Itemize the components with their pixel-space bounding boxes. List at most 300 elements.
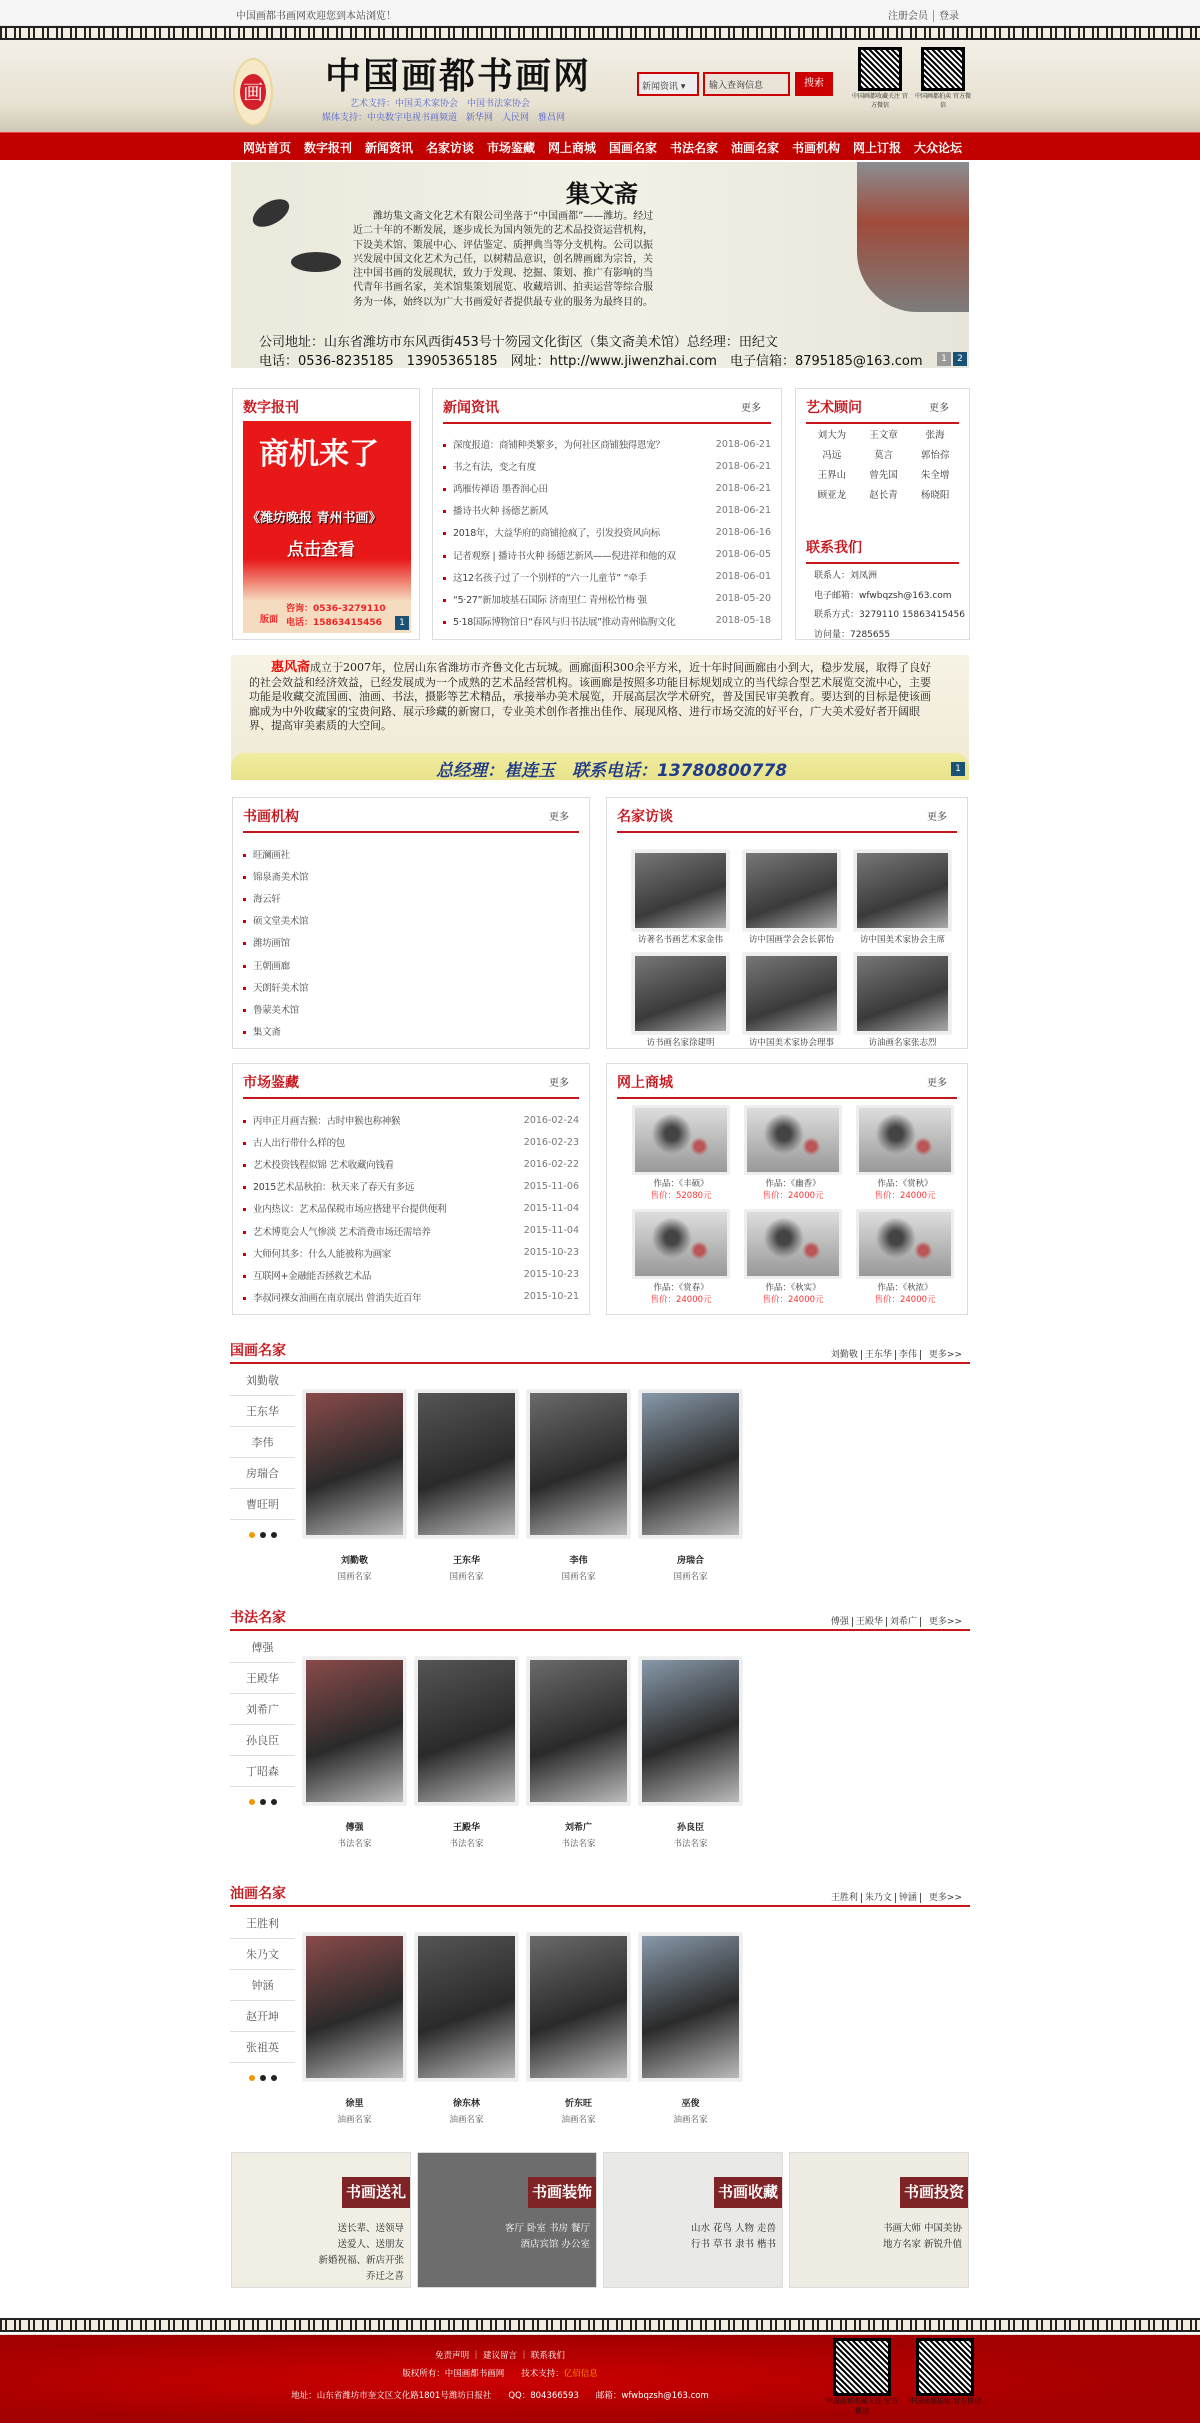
qr-caption: 中国画都拍卖 官方微信 [915, 93, 971, 109]
section-rule [230, 1905, 970, 1907]
side-name[interactable]: 曹旺明 [230, 1489, 295, 1520]
item-title[interactable]: “5·27”新加坡基石国际 济南里仁 青州松竹梅 强 [443, 592, 647, 606]
quick-link[interactable]: 王殿华 [855, 1617, 883, 1627]
side-name-list [230, 1908, 295, 2081]
advisor-name[interactable]: 曾先国 [869, 470, 898, 481]
qr-code-icon [858, 47, 902, 91]
artist-card[interactable] [527, 1657, 630, 1849]
copyright-text: 版权所有：中国画都书画网 [402, 2369, 505, 2379]
main-nav [0, 132, 1200, 160]
qr-block-1 [850, 47, 910, 109]
panel-title: 书画机构 [243, 809, 299, 825]
banner-title: 集文斋 [566, 179, 638, 208]
side-name[interactable]: 刘希广 [230, 1694, 295, 1725]
artist-category: 国画名家 [449, 1572, 484, 1582]
panel-title: 数字报刊 [243, 400, 299, 416]
artist-name[interactable]: 李伟 [569, 1556, 588, 1566]
product-item[interactable] [856, 1209, 954, 1306]
more-link[interactable]: 更多>> [928, 1617, 962, 1627]
artist-card[interactable] [303, 1657, 406, 1849]
item-title[interactable]: 古人出行带什么样的包 [243, 1135, 345, 1149]
ad-line: 地方名家 新锐升值 [882, 2239, 962, 2250]
product-item[interactable] [632, 1209, 730, 1306]
list-item[interactable] [443, 610, 771, 632]
divider [920, 1893, 921, 1903]
quick-link[interactable]: 刘希广 [889, 1617, 917, 1627]
list-item[interactable] [243, 1242, 579, 1264]
nav-item[interactable]: 市场鉴藏 [487, 141, 536, 155]
ad-side-label: 版面 [260, 615, 279, 625]
list-item[interactable] [443, 499, 771, 521]
login-link[interactable]: 登录 [939, 11, 959, 22]
nav-item[interactable]: 名家访谈 [426, 141, 475, 155]
artist-category: 油画名家 [337, 2115, 372, 2125]
carousel-dot[interactable] [260, 2075, 266, 2081]
nav-item[interactable]: 大众论坛 [914, 141, 963, 155]
ad-line: 乔迁之喜 [365, 2271, 404, 2282]
artist-card[interactable] [415, 1657, 518, 1849]
artist-photo[interactable] [639, 1390, 742, 1538]
side-name[interactable]: 张祖英 [230, 2032, 295, 2063]
side-name[interactable]: 傅强 [230, 1632, 295, 1663]
product-title[interactable]: 作品：《秋浓》 [877, 1283, 933, 1293]
interview-caption[interactable]: 访油画名家张志烈 [868, 1038, 937, 1048]
product-item[interactable] [632, 1105, 730, 1202]
section-quick-links [831, 1614, 962, 1627]
advisor-name[interactable]: 朱全增 [920, 470, 950, 481]
jiwenzhai-banner[interactable] [231, 162, 969, 368]
advisor-name[interactable]: 王文章 [869, 430, 898, 441]
institution-name[interactable]: 旺澜画社 [243, 847, 290, 861]
artist-category: 国画名家 [673, 1572, 708, 1582]
digital-newspaper-panel [232, 388, 420, 640]
artist-category: 书法名家 [337, 1839, 372, 1849]
side-name[interactable]: 赵开坤 [230, 2001, 295, 2032]
ad-line: 酒店宾馆 办公室 [520, 2239, 590, 2250]
ad-phone-2: 电话：15863415456 [286, 618, 382, 628]
artist-photo[interactable] [527, 1657, 630, 1805]
artist-name[interactable]: 徐东林 [452, 2099, 480, 2109]
artist-card[interactable] [415, 1390, 518, 1582]
item-title[interactable]: 艺术博览会人气惨淡 艺术消费市场还需培养 [243, 1224, 431, 1238]
item-date: 2015-10-21 [523, 1291, 579, 1303]
advisor-name[interactable]: 张海 [925, 430, 945, 441]
tech-link[interactable]: 亿佰信息 [563, 2369, 598, 2379]
more-link[interactable]: 更多 [549, 1078, 569, 1089]
product-image[interactable] [744, 1105, 842, 1175]
nav-item[interactable]: 新闻资讯 [365, 141, 414, 155]
qr-caption: 中国画都收藏关注 官方微信 [825, 2397, 899, 2415]
magpie-illustration [248, 193, 294, 232]
ad-lines [304, 2221, 404, 2285]
institution-name[interactable]: 锦泉斋美术馆 [243, 869, 308, 883]
nav-item[interactable]: 网上订报 [853, 141, 902, 155]
side-name[interactable]: 李伟 [230, 1427, 295, 1458]
interview-item[interactable] [854, 850, 951, 945]
nav-item[interactable]: 油画名家 [731, 141, 780, 155]
interview-item[interactable] [854, 953, 951, 1048]
list-item[interactable] [243, 976, 571, 998]
institution-name[interactable]: 天朗轩美术馆 [243, 980, 308, 994]
divider [861, 1893, 862, 1903]
divider [895, 1893, 896, 1903]
more-link[interactable]: 更多 [741, 403, 761, 414]
artist-photo[interactable] [639, 1933, 742, 2081]
institution-name[interactable]: 王朝画廊 [243, 958, 290, 972]
item-date: 2015-11-04 [523, 1225, 579, 1237]
carousel-dots [230, 1799, 295, 1805]
item-title[interactable]: 2015艺术品秋拍：秋天来了春天有多远 [243, 1179, 414, 1193]
artist-photo[interactable] [303, 1390, 406, 1538]
interview-item[interactable] [743, 953, 840, 1048]
institution-name[interactable]: 潍坊画馆 [243, 935, 290, 949]
nav-item[interactable]: 数字报刊 [304, 141, 353, 155]
artist-photo[interactable] [415, 1657, 518, 1805]
artist-photo[interactable] [527, 1933, 630, 2081]
artist-name[interactable]: 刘勤敬 [340, 1556, 368, 1566]
quick-link[interactable]: 朱乃文 [864, 1893, 892, 1903]
product-title[interactable]: 作品：《幽香》 [765, 1179, 821, 1189]
interview-item[interactable] [632, 953, 729, 1048]
welcome-text: 中国画都书画网欢迎您到本站浏览！ [236, 11, 396, 22]
footer [0, 2334, 1200, 2423]
carousel-dot[interactable] [271, 2075, 277, 2081]
quick-link[interactable]: 王东华 [864, 1350, 892, 1360]
service-ad[interactable] [603, 2152, 783, 2288]
artist-card[interactable] [303, 1390, 406, 1582]
side-name[interactable]: 钟涵 [230, 1970, 295, 2001]
nav-item[interactable]: 书画机构 [792, 141, 841, 155]
interview-photo[interactable] [743, 850, 840, 931]
list-item[interactable] [243, 1219, 579, 1241]
interview-item[interactable] [632, 850, 729, 945]
interview-photo[interactable] [632, 953, 729, 1034]
banner-page-2[interactable]: 2 [953, 352, 967, 366]
title-rule [806, 422, 959, 424]
disclaimer-link[interactable]: 免责声明 [435, 2351, 470, 2361]
artist-card[interactable] [527, 1933, 630, 2125]
interview-photo[interactable] [854, 850, 951, 931]
panel-title: 艺术顾问 [806, 400, 862, 416]
item-date: 2018-05-18 [715, 615, 771, 627]
newspaper-ad[interactable] [243, 421, 411, 633]
interview-photo[interactable] [743, 953, 840, 1034]
service-ad[interactable] [231, 2152, 411, 2288]
carousel-dot[interactable] [271, 1799, 277, 1805]
side-name[interactable]: 王东华 [230, 1396, 295, 1427]
advisor-name[interactable]: 王界山 [817, 470, 847, 481]
list-item[interactable] [443, 477, 771, 499]
more-link[interactable]: 更多>> [928, 1893, 962, 1903]
artist-photo[interactable] [303, 1933, 406, 2081]
divider [920, 1350, 921, 1360]
artist-card[interactable] [639, 1390, 742, 1582]
carousel-dot[interactable] [260, 1532, 266, 1538]
seal-glyph: 画 [240, 74, 266, 110]
list-item[interactable] [243, 1020, 571, 1042]
more-link[interactable]: 更多 [927, 1078, 947, 1089]
service-ad[interactable] [417, 2152, 597, 2288]
interview-caption[interactable]: 访中国美术家协会理事 [748, 1038, 834, 1048]
title-rule [617, 1097, 957, 1099]
institution-name[interactable]: 硕文堂美术馆 [243, 913, 308, 927]
list-item[interactable] [243, 909, 571, 931]
more-link[interactable]: 更多 [549, 812, 569, 823]
top-bar [0, 0, 1200, 26]
side-name[interactable]: 朱乃文 [230, 1939, 295, 1970]
divider [920, 1617, 921, 1627]
item-date: 2015-10-23 [523, 1247, 579, 1259]
more-link[interactable]: 更多 [929, 403, 949, 414]
footer-links: 免责声明 ｜ 建议留言 ｜ 联系我们 [435, 2351, 565, 2361]
list-item[interactable] [243, 1131, 579, 1153]
side-name[interactable]: 丁昭森 [230, 1756, 295, 1787]
ad-page-1[interactable]: 1 [395, 616, 409, 630]
advisor-name[interactable]: 郭怡孮 [920, 450, 950, 461]
artist-category: 油画名家 [673, 2115, 708, 2125]
item-title[interactable]: 书之有法，变之有度 [443, 459, 536, 473]
qr-caption: 中国画都拍卖 官方微信 [908, 2397, 982, 2405]
artist-photo[interactable] [303, 1657, 406, 1805]
item-title[interactable]: 5·18国际博物馆日“春风与归书法展”推动青州临朐文化 [443, 614, 675, 628]
list-item[interactable] [243, 887, 571, 909]
site-title[interactable]: 中国画都书画网 [325, 55, 592, 97]
carousel-dot[interactable] [260, 1799, 266, 1805]
product-image[interactable] [856, 1209, 954, 1279]
feedback-link[interactable]: 建议留言 [482, 2351, 517, 2361]
ad-headline: 商机来了 [259, 437, 379, 472]
product-item[interactable] [856, 1105, 954, 1202]
artist-name[interactable]: 王殿华 [452, 1823, 480, 1833]
product-image[interactable] [632, 1209, 730, 1279]
product-image[interactable] [744, 1209, 842, 1279]
artist-photo[interactable] [639, 1657, 742, 1805]
list-item[interactable] [243, 1197, 579, 1219]
institution-name[interactable]: 海云轩 [243, 891, 281, 905]
product-price: 售价：24000元 [874, 1191, 936, 1201]
section-rule [230, 1629, 970, 1631]
institution-name[interactable]: 鲁蒙美术馆 [243, 1002, 299, 1016]
side-name[interactable]: 刘勤敬 [230, 1365, 295, 1396]
section-title[interactable]: 国画名家 [230, 1343, 286, 1359]
product-item[interactable] [744, 1105, 842, 1202]
interview-caption[interactable]: 访著名书画艺术家金伟 [637, 935, 723, 945]
register-link[interactable]: 注册会员 [888, 11, 928, 22]
magpie-illustration [291, 252, 341, 272]
artist-category: 书法名家 [673, 1839, 708, 1849]
item-title[interactable]: 2018年，大益华府的商铺抢疯了，引发投资风向标 [443, 525, 660, 539]
quick-link[interactable]: 傅强 [830, 1617, 849, 1627]
artist-name[interactable]: 孙良臣 [676, 1823, 704, 1833]
advisor-name[interactable]: 刘大为 [817, 430, 847, 441]
artist-category: 国画名家 [337, 1572, 372, 1582]
list-item[interactable] [443, 455, 771, 477]
product-title[interactable]: 作品：《赏秋》 [877, 1179, 933, 1189]
artist-name[interactable]: 房瑞合 [676, 1556, 704, 1566]
list-item[interactable] [443, 521, 771, 543]
product-item[interactable] [744, 1209, 842, 1306]
ad-label: 书画装饰 [528, 2177, 596, 2208]
list-item[interactable] [443, 543, 771, 565]
artist-name[interactable]: 傅强 [345, 1823, 364, 1833]
item-date: 2015-10-23 [523, 1269, 579, 1281]
list-item[interactable] [243, 1175, 579, 1197]
list-item[interactable] [243, 931, 571, 953]
artist-category: 油画名家 [561, 2115, 596, 2125]
item-date: 2018-06-21 [715, 460, 771, 472]
item-title[interactable]: 业内热议：艺术品保税市场应搭建平台提供便利 [243, 1201, 446, 1215]
search-button[interactable]: 搜索 [795, 72, 833, 96]
quick-link[interactable]: 刘勤敬 [830, 1350, 858, 1360]
item-title[interactable]: 深度报道：商铺种类繁多，为何社区商铺独得恩宠？ [443, 437, 665, 451]
quick-link[interactable]: 钟涵 [898, 1893, 917, 1903]
footer-qr-1 [825, 2338, 899, 2416]
huifengzhai-banner[interactable] [231, 655, 969, 780]
item-title[interactable]: 艺术投资钱程似锦 艺术收藏向钱看 [243, 1157, 394, 1171]
interview-photo[interactable] [632, 850, 729, 931]
list-item[interactable] [243, 1264, 579, 1286]
item-date: 2018-06-21 [715, 504, 771, 516]
product-title[interactable]: 作品：《丰硕》 [653, 1179, 709, 1189]
advisor-name[interactable]: 顾亚龙 [817, 490, 847, 501]
product-price: 售价：24000元 [874, 1295, 936, 1305]
list-item[interactable] [243, 953, 571, 975]
list-item[interactable] [443, 566, 771, 588]
artist-card[interactable] [415, 1933, 518, 2125]
list-item[interactable] [243, 998, 571, 1020]
institution-name[interactable]: 集文斋 [243, 1024, 281, 1038]
list-item[interactable] [243, 1109, 579, 1131]
ad-line: 新婚祝福、新店开张 [318, 2255, 404, 2266]
institutions-panel [232, 797, 590, 1049]
qr-caption: 中国画都收藏关注 官方微信 [852, 93, 908, 109]
advisor-name[interactable]: 冯远 [822, 450, 842, 461]
artist-name[interactable]: 忻东旺 [564, 2099, 592, 2109]
artist-name[interactable]: 王东华 [452, 1556, 480, 1566]
list-item[interactable] [243, 1153, 579, 1175]
nav-item[interactable]: 国画名家 [609, 141, 658, 155]
banner2-page-1[interactable]: 1 [951, 762, 965, 776]
artist-photo[interactable] [415, 1933, 518, 2081]
more-link[interactable]: 更多 [927, 812, 947, 823]
item-title[interactable]: 这12名孩子过了一个别样的“六一儿童节” “牵手 [443, 570, 647, 584]
artist-photo[interactable] [415, 1390, 518, 1538]
section-title[interactable]: 书法名家 [230, 1610, 286, 1626]
gallery-name: 惠风斋 [271, 660, 311, 675]
artist-name[interactable]: 刘希广 [564, 1823, 592, 1833]
market-panel [232, 1063, 590, 1315]
item-title[interactable]: 记者观察 | 播诗书火种 扬德艺新风——倪进祥和他的双 [443, 548, 676, 562]
item-date: 2018-05-20 [715, 593, 771, 605]
nav-item[interactable]: 网站首页 [243, 141, 292, 155]
list-item[interactable] [443, 588, 771, 610]
item-date: 2018-06-21 [715, 438, 771, 450]
service-ad[interactable] [789, 2152, 969, 2288]
interview-item[interactable] [743, 850, 840, 945]
banner2-strip [231, 753, 969, 780]
search-input[interactable]: 输入查询信息 [703, 72, 790, 96]
quick-link[interactable]: 李伟 [898, 1350, 917, 1360]
title-rule [243, 831, 579, 833]
ad-cta: 点击查看 [287, 540, 355, 560]
artist-name[interactable]: 徐里 [345, 2099, 364, 2109]
side-name[interactable]: 王殿华 [230, 1663, 295, 1694]
header [0, 40, 1200, 132]
ad-phone-1: 咨询：0536-3279110 [286, 604, 386, 614]
contact-link[interactable]: 联系我们 [530, 2351, 565, 2361]
item-title[interactable]: 李叔同裸女油画在南京展出 曾消失近百年 [243, 1290, 421, 1304]
product-title[interactable]: 作品：《秋实》 [765, 1283, 821, 1293]
side-name[interactable]: 王胜利 [230, 1908, 295, 1939]
artist-photo[interactable] [527, 1390, 630, 1538]
list-item[interactable] [243, 865, 571, 887]
contact-line: 电子邮箱：wfwbqzsh@163.com [814, 590, 952, 601]
item-date: 2016-02-24 [523, 1114, 579, 1126]
carousel-dots [230, 2075, 295, 2081]
interview-caption[interactable]: 访中国美术家协会主席 [859, 935, 945, 945]
advisor-name[interactable]: 莫言 [873, 450, 893, 461]
banner-body: 潍坊集文斋文化艺术有限公司坐落于“中国画都”——潍坊。经过近二十年的不断发展，逐步成长为国内领先的艺术品投资运营机构，下设美术馆、策展中心、评估鉴定、质押典当等分支机构。公司以振兴发展中国文化艺术为己任，以树精品意识，创名牌画廊为宗旨，关注中国书画的发展现状，致力于发现、挖掘、策划、推广有影响的当代青年书画名家，美术馆集策划展览、收藏培训、拍卖运营等综合服务为一体，始终以为广大书画爱好者提供最专业的服务为最终目的。 [353, 211, 654, 308]
advisor-name[interactable]: 赵长青 [869, 490, 898, 501]
artist-name[interactable]: 巫俊 [681, 2099, 700, 2109]
artist-card[interactable] [527, 1390, 630, 1582]
carousel-dot[interactable] [249, 1532, 255, 1538]
carousel-dot[interactable] [249, 2075, 255, 2081]
logo-seal[interactable] [233, 58, 273, 126]
carousel-dot[interactable] [249, 1799, 255, 1805]
item-title[interactable]: 大师何其多：什么人能被称为画家 [243, 1246, 391, 1260]
divider [895, 1350, 896, 1360]
ad-paper-name: 《潍坊晚报 青州书画》 [247, 511, 382, 526]
banner-page-1[interactable]: 1 [937, 352, 951, 366]
ad-line: 山水 花鸟 人物 走兽 [690, 2223, 776, 2234]
nav-item[interactable]: 网上商城 [548, 141, 597, 155]
search-category-select[interactable]: 新闻资讯 ▾ [637, 72, 699, 96]
quick-link[interactable]: 王胜利 [830, 1893, 858, 1903]
artist-card[interactable] [639, 1657, 742, 1849]
banner-contact: 电话：0536-8235185 13905365185 网址：http://www.jiwenzhai.com 电子信箱：8795185@163.com [259, 354, 923, 368]
list-item[interactable] [243, 843, 571, 865]
item-title[interactable]: 丙申正月画吉猴：古时申猴也称神猴 [243, 1113, 400, 1127]
artist-card[interactable] [639, 1933, 742, 2125]
list-item[interactable] [443, 433, 771, 455]
product-title[interactable]: 作品：《赏春》 [653, 1283, 709, 1293]
banner-address: 公司地址：山东省潍坊市东风西街453号十笏园文化街区（集文斋美术馆）总经理：田纪文 [259, 335, 778, 350]
product-image[interactable] [856, 1105, 954, 1175]
ad-lines [676, 2221, 776, 2253]
item-title[interactable]: 鸿雁传禅语 墨香润心田 [443, 481, 548, 495]
artist-card[interactable] [303, 1933, 406, 2125]
side-name[interactable]: 孙良臣 [230, 1725, 295, 1756]
item-title[interactable]: 互联网+金融能否拯救艺术品 [243, 1268, 371, 1282]
advisor-name[interactable]: 杨晓阳 [920, 490, 950, 501]
section-title[interactable]: 油画名家 [230, 1886, 286, 1902]
side-name[interactable]: 房瑞合 [230, 1458, 295, 1489]
more-link[interactable]: 更多>> [928, 1350, 962, 1360]
product-image[interactable] [632, 1105, 730, 1175]
interview-photo[interactable] [854, 953, 951, 1034]
item-title[interactable]: 播诗书火种 扬德艺新风 [443, 503, 548, 517]
side-name-list [230, 1365, 295, 1538]
qr-code-icon [833, 2338, 891, 2396]
carousel-dot[interactable] [271, 1532, 277, 1538]
nav-item[interactable]: 书法名家 [670, 141, 719, 155]
list-item[interactable] [243, 1286, 579, 1308]
interview-caption[interactable]: 访书画名家徐建明 [646, 1038, 715, 1048]
footer-qr-2 [908, 2338, 982, 2406]
interview-caption[interactable]: 访中国画学会会长郭怡 [748, 935, 834, 945]
side-name-list [230, 1632, 295, 1805]
